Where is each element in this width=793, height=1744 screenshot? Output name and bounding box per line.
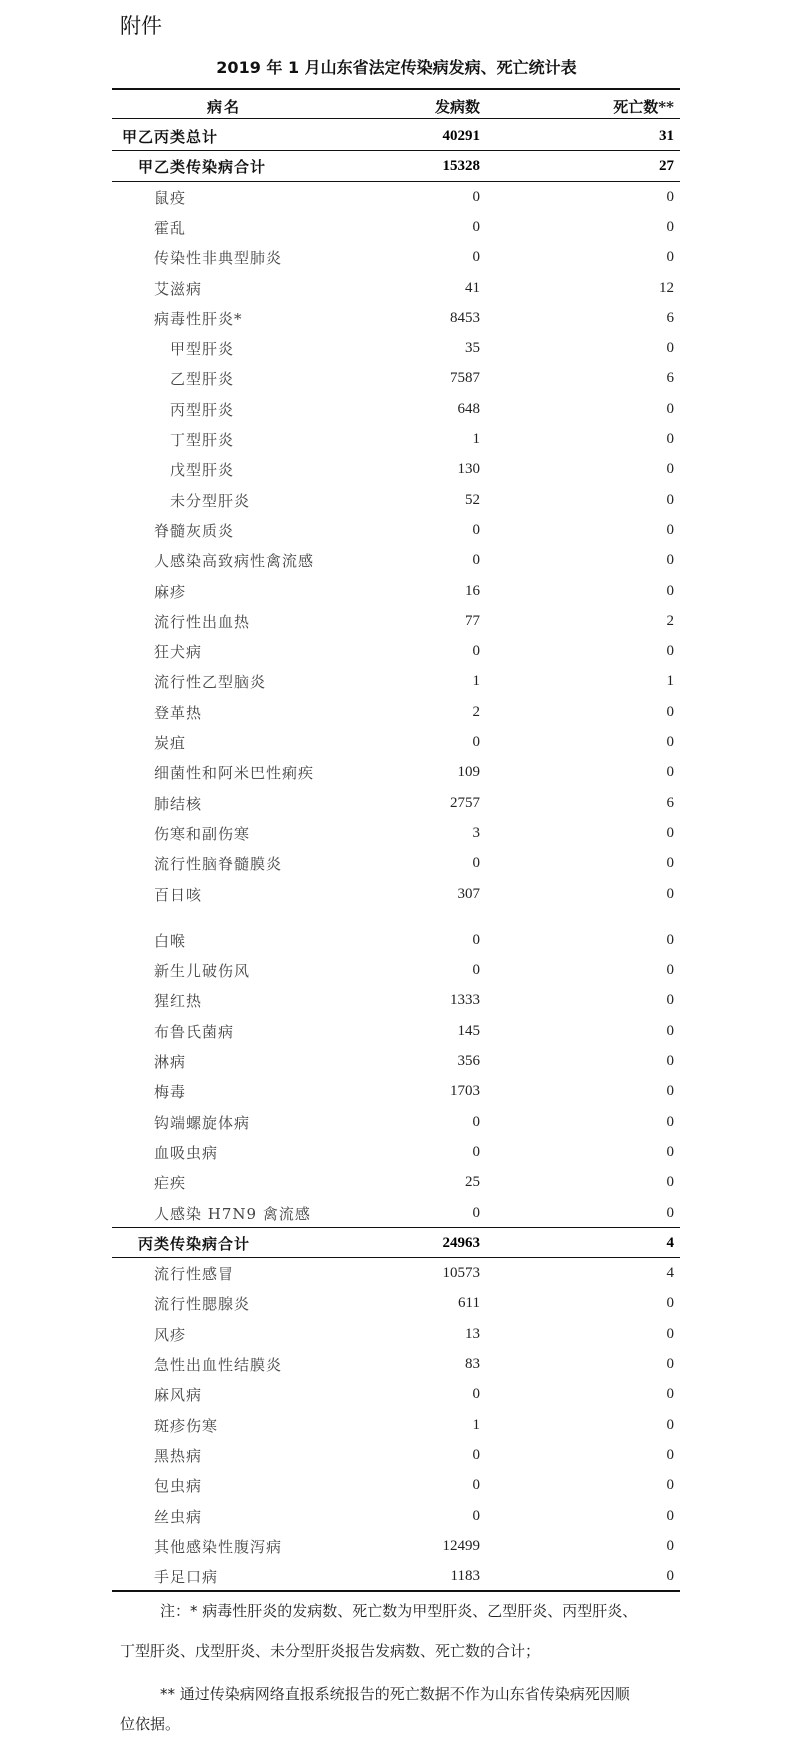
case-count: 130 — [457, 461, 480, 478]
table-row — [112, 1500, 680, 1530]
case-count: 41 — [465, 279, 480, 296]
disease-name: 梅毒 — [154, 1083, 187, 1102]
disease-name: 丙类传染病合计 — [138, 1234, 251, 1253]
disease-name: 斑疹伤寒 — [154, 1416, 219, 1435]
case-count: 1 — [472, 431, 480, 447]
disease-name: 炭疽 — [154, 734, 187, 752]
disease-name: 其他感染性腹泻病 — [154, 1537, 283, 1556]
case-count: 0 — [472, 1507, 480, 1524]
death-count: 0 — [666, 1204, 674, 1221]
death-count: 0 — [666, 962, 674, 979]
table-row — [112, 1106, 680, 1136]
death-count: 4 — [666, 1234, 674, 1251]
disease-name: 白喉 — [154, 931, 187, 950]
case-count: 40291 — [442, 128, 480, 144]
death-count: 0 — [666, 1416, 674, 1433]
death-count: 0 — [666, 1568, 674, 1585]
table-rule — [112, 1227, 680, 1228]
table-row — [112, 696, 680, 726]
disease-name: 登革热 — [154, 703, 203, 722]
table-row — [112, 1439, 680, 1469]
case-count: 0 — [472, 188, 480, 205]
death-count: 0 — [666, 431, 674, 447]
case-count: 1183 — [450, 1568, 480, 1585]
death-count: 6 — [666, 794, 674, 811]
table-row — [112, 756, 680, 786]
table-row — [112, 817, 680, 847]
disease-name: 流行性腮腺炎 — [154, 1295, 251, 1314]
case-count: 35 — [465, 340, 480, 357]
disease-name: 未分型肝炎 — [170, 491, 251, 510]
table-row — [112, 423, 680, 453]
disease-name: 淋病 — [154, 1053, 187, 1071]
case-count: 0 — [472, 1477, 480, 1494]
death-count: 0 — [666, 643, 674, 660]
disease-name: 狂犬病 — [154, 643, 203, 662]
table-row — [112, 1530, 680, 1560]
death-count: 0 — [666, 552, 674, 569]
case-count: 2 — [472, 703, 480, 720]
table-row — [112, 1409, 680, 1439]
death-count: 0 — [666, 931, 674, 948]
disease-name: 麻风病 — [154, 1386, 203, 1405]
table-row — [112, 211, 680, 241]
case-count: 3 — [472, 824, 480, 841]
death-count: 4 — [666, 1265, 674, 1282]
disease-name: 艾滋病 — [154, 279, 203, 298]
table-title: 2019 年 1 月山东省法定传染病发病、死亡统计表 — [216, 58, 577, 77]
disease-name: 丝虫病 — [154, 1507, 203, 1526]
note-2-line-2: 位依据。 — [120, 1715, 181, 1733]
table-row — [112, 1045, 680, 1075]
death-count: 31 — [659, 128, 674, 144]
attachment-label: 附件 — [120, 14, 162, 38]
case-count: 0 — [472, 855, 480, 872]
death-count: 0 — [666, 1295, 674, 1312]
disease-name: 乙型肝炎 — [170, 370, 235, 389]
header-cases: 发病数 — [434, 98, 480, 116]
case-count: 7587 — [450, 370, 480, 387]
death-count: 2 — [666, 612, 674, 629]
disease-name: 布鲁氏菌病 — [154, 1022, 235, 1041]
table-row — [112, 605, 680, 635]
death-count: 0 — [666, 1356, 674, 1372]
case-count: 77 — [465, 612, 480, 629]
disease-name: 包虫病 — [154, 1477, 203, 1496]
disease-name: 手足口病 — [154, 1568, 219, 1587]
table-row — [112, 878, 680, 908]
table-row — [112, 362, 680, 392]
death-count: 0 — [666, 1053, 674, 1069]
table-row — [112, 665, 680, 695]
disease-name: 甲型肝炎 — [170, 340, 235, 359]
case-count: 0 — [472, 521, 480, 538]
death-count: 1 — [666, 673, 674, 690]
disease-name: 甲乙丙类总计 — [122, 128, 219, 146]
table-row — [112, 1348, 680, 1378]
table-row — [112, 181, 680, 211]
case-count: 611 — [458, 1295, 480, 1312]
death-count: 0 — [666, 249, 674, 266]
case-count: 0 — [472, 1446, 480, 1463]
disease-name: 细菌性和阿米巴性痢疾 — [154, 764, 315, 783]
disease-name: 肺结核 — [154, 794, 203, 813]
death-count: 0 — [666, 1446, 674, 1463]
disease-name: 传染性非典型肺炎 — [154, 249, 283, 268]
table-row — [112, 393, 680, 423]
disease-name: 丁型肝炎 — [170, 431, 235, 449]
disease-name: 风疹 — [154, 1325, 187, 1344]
table-row — [112, 1197, 680, 1227]
disease-name: 人感染 H7N9 禽流感 — [154, 1204, 311, 1223]
table-row — [112, 332, 680, 362]
table-row — [112, 1136, 680, 1166]
case-count: 0 — [472, 962, 480, 979]
disease-name: 猩红热 — [154, 992, 203, 1011]
case-count: 0 — [472, 249, 480, 266]
disease-name: 疟疾 — [154, 1174, 187, 1193]
table-row — [112, 150, 680, 180]
table-row — [112, 954, 680, 984]
case-count: 109 — [457, 764, 480, 781]
case-count: 0 — [472, 1204, 480, 1221]
case-count: 12499 — [442, 1537, 480, 1554]
note-1-line-1: 注：* 病毒性肝炎的发病数、死亡数为甲型肝炎、乙型肝炎、丙型肝炎、 — [160, 1602, 638, 1620]
case-count: 16 — [465, 582, 480, 599]
disease-name: 流行性脑脊髓膜炎 — [154, 855, 283, 874]
header-rule — [112, 118, 680, 119]
table-row — [112, 984, 680, 1014]
death-count: 0 — [666, 824, 674, 841]
case-count: 2757 — [450, 794, 480, 811]
case-count: 145 — [457, 1022, 480, 1039]
table-row — [112, 120, 680, 150]
death-count: 0 — [666, 855, 674, 872]
death-count: 0 — [666, 188, 674, 205]
disease-name: 脊髓灰质炎 — [154, 521, 235, 540]
death-count: 0 — [666, 582, 674, 599]
table-row — [112, 1378, 680, 1408]
disease-name: 血吸虫病 — [154, 1143, 219, 1162]
death-count: 0 — [666, 491, 674, 508]
death-count: 27 — [659, 158, 674, 175]
death-count: 0 — [666, 1113, 674, 1130]
death-count: 0 — [666, 461, 674, 478]
table-row — [112, 847, 680, 877]
case-count: 1 — [472, 1416, 480, 1433]
death-count: 6 — [666, 370, 674, 387]
case-count: 0 — [472, 931, 480, 948]
table-row — [112, 544, 680, 574]
case-count: 25 — [465, 1174, 480, 1191]
case-count: 1333 — [450, 992, 480, 1009]
table-row — [112, 726, 680, 756]
case-count: 83 — [465, 1356, 480, 1372]
table-row — [112, 1166, 680, 1196]
death-count: 0 — [666, 992, 674, 1009]
table-row — [112, 1469, 680, 1499]
case-count: 0 — [472, 734, 480, 750]
case-count: 13 — [465, 1325, 480, 1342]
disease-name: 流行性感冒 — [154, 1265, 235, 1284]
disease-name: 黑热病 — [154, 1446, 203, 1465]
table-rule — [112, 1590, 680, 1592]
death-count: 0 — [666, 1143, 674, 1160]
disease-name: 人感染高致病性禽流感 — [154, 552, 315, 571]
case-count: 307 — [457, 885, 480, 902]
header-name: 病名 — [207, 98, 242, 116]
disease-name: 麻疹 — [154, 582, 187, 601]
table-row — [112, 1560, 680, 1590]
header-deaths: 死亡数** — [613, 98, 674, 116]
disease-name: 霍乱 — [154, 218, 187, 237]
death-count: 0 — [666, 703, 674, 720]
table-row — [112, 787, 680, 817]
table-row — [112, 1227, 680, 1257]
case-count: 648 — [457, 400, 480, 417]
case-count: 10573 — [442, 1265, 480, 1282]
death-count: 0 — [666, 521, 674, 538]
case-count: 15328 — [442, 158, 480, 175]
death-count: 0 — [666, 1537, 674, 1554]
case-count: 0 — [472, 1386, 480, 1403]
death-count: 0 — [666, 885, 674, 902]
death-count: 0 — [666, 764, 674, 781]
death-count: 0 — [666, 1083, 674, 1100]
disease-name: 流行性乙型脑炎 — [154, 673, 267, 692]
table-row — [112, 1257, 680, 1287]
case-count: 0 — [472, 1143, 480, 1160]
table-row — [112, 575, 680, 605]
disease-name: 新生儿破伤风 — [154, 962, 251, 981]
disease-name: 戊型肝炎 — [170, 461, 235, 480]
table-row — [112, 1015, 680, 1045]
case-count: 52 — [465, 491, 480, 508]
disease-name: 鼠疫 — [154, 188, 187, 207]
disease-name: 病毒性肝炎* — [154, 309, 243, 328]
disease-name: 钩端螺旋体病 — [154, 1113, 251, 1132]
death-count: 0 — [666, 1022, 674, 1039]
death-count: 12 — [659, 279, 674, 296]
table-row — [112, 635, 680, 665]
disease-name: 百日咳 — [154, 885, 203, 904]
disease-name: 流行性出血热 — [154, 612, 251, 631]
death-count: 0 — [666, 734, 674, 750]
table-row — [112, 484, 680, 514]
case-count: 8453 — [450, 309, 480, 326]
table-row — [112, 453, 680, 483]
death-count: 6 — [666, 309, 674, 326]
death-count: 0 — [666, 218, 674, 235]
note-1-line-2: 丁型肝炎、戊型肝炎、未分型肝炎报告发病数、死亡数的合计； — [120, 1642, 541, 1660]
table-row — [112, 302, 680, 332]
table-row — [112, 1287, 680, 1317]
death-count: 0 — [666, 340, 674, 357]
disease-name: 甲乙类传染病合计 — [138, 158, 267, 177]
note-2-line-1: ** 通过传染病网络直报系统报告的死亡数据不作为山东省传染病死因顺 — [160, 1685, 630, 1703]
table-row — [112, 241, 680, 271]
case-count: 0 — [472, 1113, 480, 1130]
case-count: 356 — [457, 1053, 480, 1069]
table-rule — [112, 150, 680, 151]
table-row — [112, 1318, 680, 1348]
case-count: 0 — [472, 218, 480, 235]
case-count: 24963 — [442, 1234, 480, 1251]
death-count: 0 — [666, 400, 674, 417]
death-count: 0 — [666, 1325, 674, 1342]
case-count: 0 — [472, 552, 480, 569]
case-count: 1 — [472, 673, 480, 690]
table-row — [112, 1075, 680, 1105]
table-rule — [112, 1257, 680, 1258]
table-row — [112, 924, 680, 954]
death-count: 0 — [666, 1477, 674, 1494]
table-row — [112, 514, 680, 544]
disease-name: 伤寒和副伤寒 — [154, 824, 251, 843]
disease-name: 丙型肝炎 — [170, 400, 235, 419]
table-header — [112, 90, 680, 120]
case-count: 1703 — [450, 1083, 480, 1100]
case-count: 0 — [472, 643, 480, 660]
death-count: 0 — [666, 1507, 674, 1524]
disease-name: 急性出血性结膜炎 — [154, 1356, 283, 1374]
death-count: 0 — [666, 1174, 674, 1191]
death-count: 0 — [666, 1386, 674, 1403]
table-rule — [112, 181, 680, 182]
table-row — [112, 272, 680, 302]
